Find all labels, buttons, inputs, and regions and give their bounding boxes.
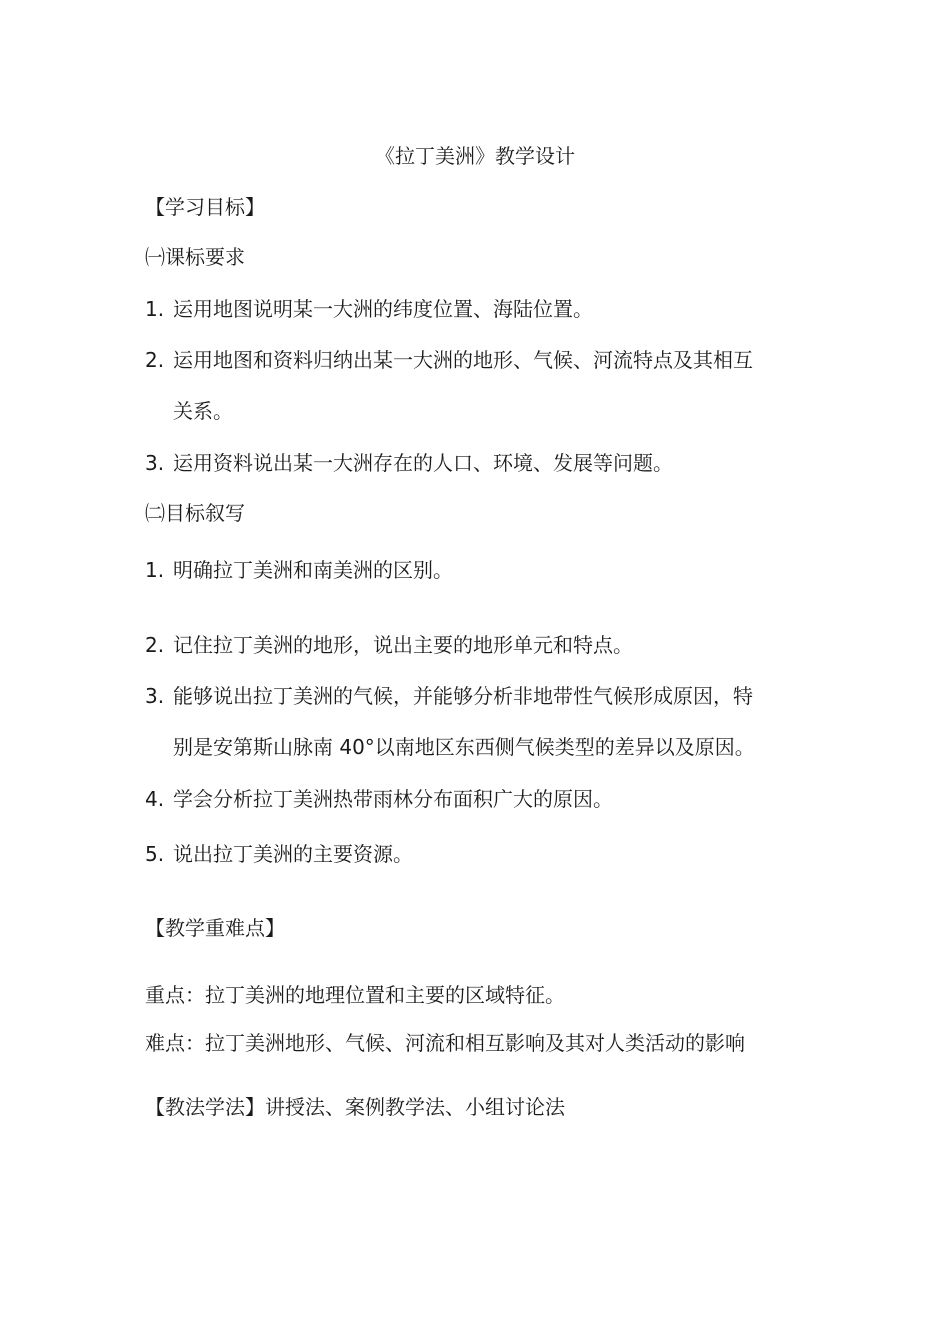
document-title: 《拉丁美洲》教学设计 [375, 144, 575, 168]
section-heading-goals: 【学习目标】 [145, 195, 265, 219]
list-item-number: 1. [145, 558, 165, 582]
list-item-text: 运用地图和资料归纳出某一大洲的地形、气候、河流特点及其相互 [173, 348, 753, 372]
list-item-text: 记住拉丁美洲的地形，说出主要的地形单元和特点。 [173, 633, 633, 657]
list-item-text: 运用资料说出某一大洲存在的人口、环境、发展等问题。 [173, 451, 673, 475]
list-item-number: 3. [145, 451, 165, 475]
list-item-number: 4. [145, 787, 165, 811]
teaching-methods-text: 【教法学法】讲授法、案例教学法、小组讨论法 [145, 1095, 565, 1119]
list-item-number: 1. [145, 297, 165, 321]
section-heading-key-points: 【教学重难点】 [145, 916, 285, 940]
list-item-text: 能够说出拉丁美洲的气候，并能够分析非地带性气候形成原因，特 [173, 684, 753, 708]
subheading-goal-statements: ㈡目标叙写 [145, 501, 245, 525]
list-item-text-continued: 关系。 [173, 399, 233, 423]
list-item-text: 学会分析拉丁美洲热带雨林分布面积广大的原因。 [173, 787, 613, 811]
difficult-point-text: 难点：拉丁美洲地形、气候、河流和相互影响及其对人类活动的影响 [145, 1031, 745, 1055]
list-item-number: 2. [145, 633, 165, 657]
list-item-text: 说出拉丁美洲的主要资源。 [173, 842, 413, 866]
list-item-text: 明确拉丁美洲和南美洲的区别。 [173, 558, 453, 582]
list-item-number: 2. [145, 348, 165, 372]
list-item-number: 5. [145, 842, 165, 866]
subheading-curriculum-requirements: ㈠课标要求 [145, 245, 245, 269]
list-item-text: 运用地图说明某一大洲的纬度位置、海陆位置。 [173, 297, 593, 321]
key-point-text: 重点：拉丁美洲的地理位置和主要的区域特征。 [145, 983, 565, 1007]
list-item-number: 3. [145, 684, 165, 708]
list-item-text-continued: 别是安第斯山脉南 40°以南地区东西侧气候类型的差异以及原因。 [173, 735, 755, 759]
